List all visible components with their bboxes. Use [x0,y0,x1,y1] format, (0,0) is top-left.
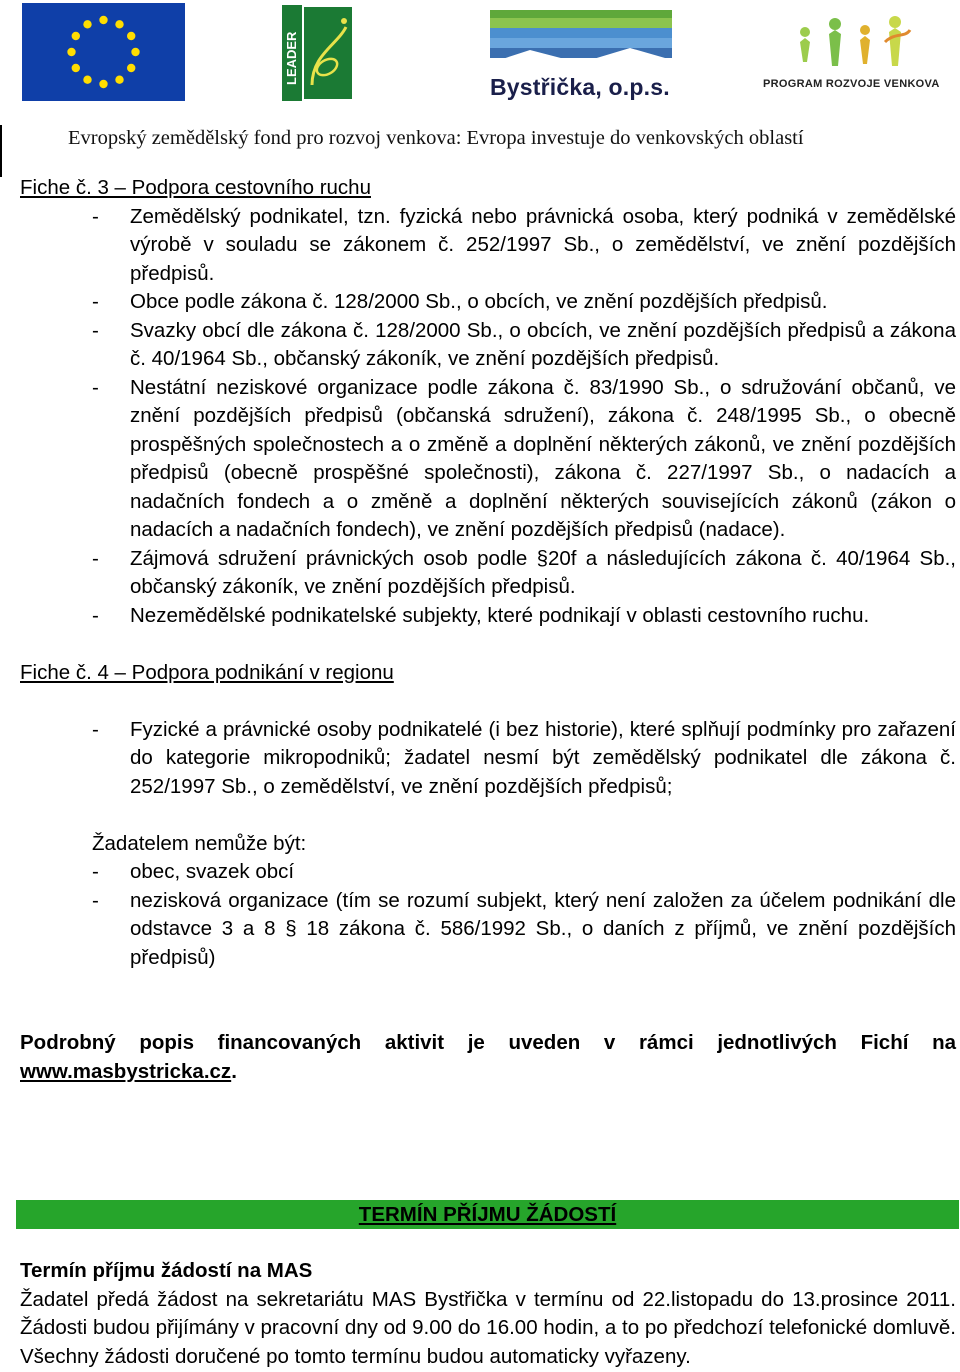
eu-motto: Evropský zemědělský fond pro rozvoj venkova: Evropa investuje do venkovských oblastí [68,127,804,149]
bystricka-emblem-icon [490,8,672,70]
leader-logo [282,5,354,101]
prv-logo-text: PROGRAM ROZVOJE VENKOVA [763,78,940,90]
summary-text: Podrobný popis financovaných aktivit je uveden v rámci jednotlivých Fichí na [20,1031,956,1054]
list-item: - Nestátní neziskové organizace podle zákona č. 83/1990 Sb., o sdružování občanů, ve znění pozdějších předpisů (občanská sdružení), zákona č. 248/1995 Sb., o obecně prospěšných společnostech a o změně a doplnění některých zákonů, ve znění pozdějších předpisů (obecně prospěšné společnosti), zákona č. 227/1997 Sb., o nadacích a nadačních fondech a o změně a doplnění některých souvisejících zákonů (zákon o nadacích a nadačních fondech), ve znění pozdějších předpisů (nadace). [92,375,956,541]
spacer [20,687,956,716]
bullet-dash: - [92,375,99,399]
summary-paragraph [20,1029,956,1086]
prv-logo [745,12,955,102]
svg-text:LEADER: LEADER [284,31,299,85]
eu-stars-icon [22,3,185,101]
bullet-dash: - [92,603,99,627]
spacer [20,972,956,1029]
bullet-dash: - [92,888,99,912]
bullet-dash: - [92,204,99,228]
list-item: - Obce podle zákona č. 128/2000 Sb., o obcích, ve znění pozdějších předpisů. [20,288,956,317]
cannot-be-label: Žadatelem nemůže být: [92,831,307,855]
deadline-band-title: TERMÍN PŘÍJMU ŽÁDOSTÍ [358,1203,617,1226]
fiche3-title: Fiche č. 3 – Podpora cestovního ruchu [20,176,371,199]
list-item: - obec, svazek obcí [20,858,956,887]
list-item: - nezisková organizace (tím se rozumí subjekt, který není založen za účelem podnikání dle odstavce 3 a 8 § 18 zákona č. 586/1992 Sb., o daních z příjmů, ve znění pozdějších předpisů) [92,888,956,969]
deadline-paragraph: Žadatel předá žádost na sekretariátu MAS Bystřička v termínu od 22.listopadu do 13.prosince 2011. Žádosti budou přijímány v pracovní dny od 9.00 do 16.00 hodin, a to po předchozí telefonické domluvě. Všechny žádosti doručené po tomto termínu budou automaticky vyřazeny. [20,1287,956,1368]
list-item: - Zemědělský podnikatel, tzn. fyzická nebo právnická osoba, který podniká v zemědělské výrobě v souladu se zákonem č. 252/1997 Sb., o zemědělství, ve znění pozdějších předpisů. [92,204,956,285]
list-item: - Zájmová sdružení právnických osob podle §20f a následujících zákona č. 40/1964 Sb., občanský zákoník, ve znění pozdějších předpisů. [92,546,956,598]
list-item: - Nezemědělské podnikatelské subjekty, které podnikají v oblasti cestovního ruchu. [20,602,956,631]
deadline-section [20,1257,956,1371]
list-item: - Svazky obcí dle zákona č. 128/2000 Sb., o obcích, ve znění pozdějších předpisů a zákona č. 40/1964 Sb., občanský zákoník, ve znění pozdějších předpisů. [92,318,956,370]
summary-period: . [231,1059,237,1083]
list-item: - Fyzické a právnické osoby podnikatelé (i bez historie), které splňují podmínky pro zařazení do kategorie mikropodniků; žadatel nesmí být zemědělský podnikatel dle zákona č. 252/1997 Sb., o zemědělství, ve znění pozdějších předpisů; [92,717,956,798]
deadline-band [16,1200,959,1229]
prv-figures-icon [745,12,955,76]
fiche4-title: Fiche č. 4 – Podpora podnikání v regionu [20,660,394,684]
margin-bar [0,125,2,177]
spacer [20,630,956,659]
deadline-subtitle: Termín příjmu žádostí na MAS [20,1259,313,1282]
spacer [20,801,956,830]
logo-bar [0,0,960,110]
bullet-dash: - [92,546,99,570]
bystricka-logo-text: Bystřička, o.p.s. [490,74,670,100]
bullet-dash: - [92,318,99,342]
bullet-dash: - [92,860,99,883]
eu-flag-logo [22,3,185,101]
bullet-dash: - [92,717,99,741]
main-content [20,174,956,1086]
bullet-dash: - [92,290,99,313]
bystricka-logo [490,8,672,98]
masbystricka-link[interactable]: www.masbystricka.cz [20,1059,232,1083]
